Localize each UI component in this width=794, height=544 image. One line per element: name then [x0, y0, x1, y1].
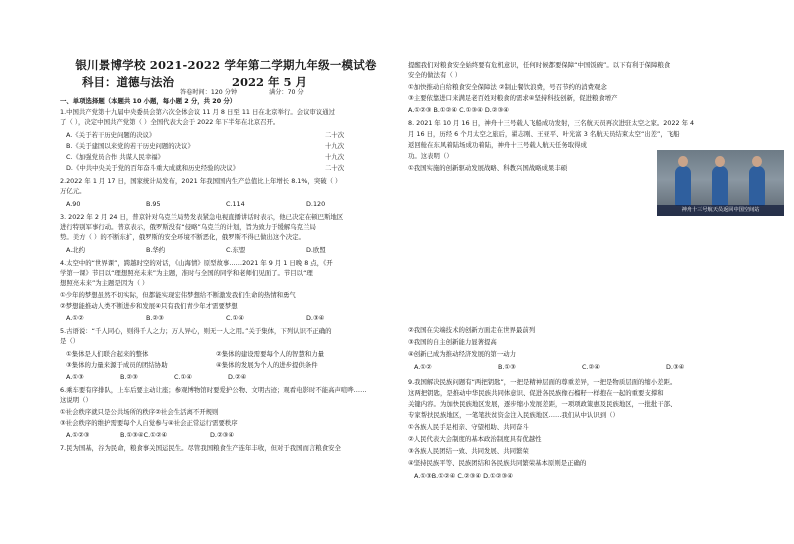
question-5-line-2: 是（）	[60, 337, 80, 345]
question-4-line-3: 想照亮未来”为主题是因为（ ）	[60, 279, 149, 287]
question-8-line-4: 功。这表明（）	[408, 152, 453, 160]
q1-option-c: C.《加强党员合作 共谋人民幸福》	[66, 153, 164, 161]
question-7-options: A.①②③ B.①②④ C.①③④ D.②③④	[408, 106, 509, 114]
q2-option-b: B.95	[146, 200, 161, 208]
q8-option-b: B.①③	[498, 363, 516, 371]
question-7-item-2: ③主要依靠进口来满足老百姓对粮食的需求④坚持科技创新，促进粮食增产	[408, 94, 618, 102]
q1-option-b-session: 十九次	[325, 142, 345, 150]
exam-meta	[180, 87, 334, 96]
q6-option-d: D.②③④	[210, 431, 235, 439]
photo-caption: 神舟十三号航天员返回中国空间站	[657, 205, 784, 216]
question-4-item-1: ①少年的梦想虽然不切实际，但都能实现宏伟梦想给不断激发我们生命的热情和勇气	[60, 291, 296, 299]
q3-option-b: B.华约	[146, 246, 166, 254]
question-9-item-4: ④坚持民族平等、民族团结和各民族共同繁荣基本原则是正确的	[408, 459, 587, 467]
q5-item-4: ④集体的发展为个人的进步提供条件	[216, 361, 318, 369]
question-3-line-3: 势。美方（ ）的不断东扩，俄罗斯的安全环境不断恶化，俄罗斯不得已做出这个决定。	[60, 233, 305, 241]
question-3-line-2: 进行特别军事行动。普京表示，俄罗斯没有“侵略”乌克兰的计划，旨为致力于缓解乌克兰局	[60, 223, 316, 231]
q2-option-d: D.120	[306, 200, 326, 208]
q1-option-d-session: 二十次	[325, 164, 345, 172]
section-heading: 一、单项选择题（本题共 10 小题，每小题 2 分，共 20 分）	[60, 97, 237, 105]
question-4-line-2: 学第一课》节目以“理想照亮未来”为主题，准时与全国的同学和老师们见面了。节目以“理	[60, 269, 313, 277]
exam-title: 银川景博学校 2021-2022 学年第二学期九年级一模试卷	[75, 58, 377, 72]
question-1-line-2: 了（ ），决定中国共产党第（ ）全国代表大会于 2022 年下半年在北京召开。	[60, 118, 280, 126]
right-column	[408, 0, 786, 544]
question-8-line-1: 8. 2021 年 10 月 16 日，神舟十三号载人飞船成功发射，三名航天员再次进驻太空之家。2022 年 4	[408, 119, 695, 127]
q3-option-d: D.欧盟	[306, 246, 326, 254]
q1-option-c-session: 十九次	[325, 153, 345, 161]
q3-option-c: C.东盟	[226, 246, 246, 254]
q6-option-bc: B.①③④C.①②④	[120, 431, 168, 439]
question-2-line-1: 2.2022 年 1 月 17 日，国家统计局发布，2021 年我国国内生产总值比上年增长 8.1%，突破（ ）	[60, 177, 342, 185]
subject-label: 科目：道德与法治	[82, 75, 174, 89]
q6-option-a: A.①②③	[66, 431, 90, 439]
question-9-line-1: 9.我国解决民族问题有“两把钥匙”，一把是精神层面的尊重差异，一把是物质层面的缩小差距。	[408, 378, 677, 386]
question-7-line-2: 提醒我们对粮食安全始终要有危机意识，任何时候都要保障“中国饭碗”。以下有利于保障粮食	[408, 61, 671, 69]
q5-item-3: ③集体的力量来源于成员的团结协助	[66, 361, 168, 369]
q4-option-b: B.②③	[146, 314, 164, 322]
question-9-item-2: ②人民代表大会制度的基本政治制度具有优越性	[408, 435, 542, 443]
question-8-item-4: ④创新已成为推动经济发展的第一动力	[408, 350, 516, 358]
q1-option-d: D.《中共中央关于党的百年奋斗重大成就和历史经验的决议》	[66, 164, 240, 172]
question-4-item-2: ②梦想能推动人类不断进步和发展④只有我们青少年才需要梦想	[60, 302, 238, 310]
q5-item-2: ②集体的建设需要每个人的智慧和力量	[216, 350, 324, 358]
question-9-item-1: ①各族人民手足相亲、守望相助、共同奋斗	[408, 423, 529, 431]
q1-option-a-session: 二十次	[325, 131, 345, 139]
question-4-line-1: 4.太空中的“世界课”，跨越时空的对话，《山海情》原型故事……2021 年 9 月 1 日晚 8 点，《开	[60, 259, 333, 267]
q5-option-d: D.②④	[228, 373, 247, 381]
question-7-line-1: 7.民为国基，谷为民命，粮食事关国运民生。尽管我国粮食生产连年丰收，但对于我国而言粮食安全	[60, 444, 341, 452]
q1-option-b: B.《关于建国以来党的若干历史问题的决议》	[66, 142, 194, 150]
question-8-line-3: 返回舱在东风着陆场成功着陆，神舟十三号载人航天任务取得成	[408, 141, 587, 149]
q5-option-b: B.②③	[120, 373, 138, 381]
astronaut-figure	[749, 166, 765, 206]
question-8-line-2: 月 16 日，历经 6 个月太空之旅后，翟志刚、王亚平、叶光富 3 名航天员结束太空“出差”，飞船	[408, 130, 680, 138]
q4-option-c: C.①④	[226, 314, 244, 322]
question-5-line-1: 5.古语说：“千人同心，则得千人之力；万人异心，则无一人之用。”关于集体，下列认识不正确的	[60, 327, 332, 335]
q1-option-a: A.《关于若干历史问题的决议》	[66, 131, 156, 139]
question-1-line-1: 1.中国共产党第十九届中央委员会第六次全体会议 11 月 8 日至 11 日在北京举行。会议审议通过	[60, 108, 336, 116]
question-8-item-3: ③我国的自主创新能力显著提高	[408, 338, 497, 346]
question-2-line-2: 万亿元。	[60, 187, 86, 195]
question-9-line-3: 关键内容。为加快民族地区发展，逐步缩小发展差距，一项项政策惠及民族地区，一批批干部、	[408, 400, 677, 408]
exam-time: 答卷时间：120 分钟	[180, 89, 238, 96]
q2-option-c: C.114	[226, 200, 245, 208]
astronaut-figure	[712, 166, 728, 206]
question-8-item-1: ①我国实施的创新驱动发展战略、科教兴国战略成果丰硕	[408, 164, 568, 172]
question-9-item-3: ③各族人民团结一致、共同发展、共同繁荣	[408, 447, 529, 455]
q5-item-1: ①集体是人们联合起来的整体	[66, 350, 149, 358]
question-6-item-2: ③社会秩序的维护需要每个人自觉参与④社会正常运行需要秩序	[60, 419, 238, 427]
q5-option-c: C.①④	[174, 373, 192, 381]
q2-option-a: A.90	[66, 200, 81, 208]
q4-option-a: A.①②	[66, 314, 84, 322]
q8-option-d: D.③④	[666, 363, 685, 371]
exam-date: 2022 年 5 月	[232, 75, 308, 89]
question-7-item-1: ①加快推动自给粮食安全保障法 ②制止餐饮浪费，号召节约的消费观念	[408, 83, 607, 91]
q8-option-a: A.①②	[414, 363, 432, 371]
question-9-line-2: 这两把钥匙，是推动中华民族共同体意识、促进各民族像石榴籽一样抱在一起的重要支撑和	[408, 389, 664, 397]
question-6-item-1: ①社会秩序就只是公共场所的秩序②社会生活离不开规则	[60, 408, 219, 416]
q3-option-a: A.北约	[66, 246, 86, 254]
q9-options: A.①③B.①②④ C.②③④ D.①②③④	[414, 472, 513, 480]
question-7-line-3: 安全的做法有（ ）	[408, 71, 462, 79]
astronaut-figure	[675, 166, 691, 206]
q8-option-c: C.②④	[582, 363, 600, 371]
q4-option-d: D.③④	[306, 314, 325, 322]
exam-score: 满分：70 分	[269, 89, 304, 96]
question-6-line-1: 6.乘车要有序排队，上车后要主动让座；参观博物馆时要爱护公物、文明古迹；观看电影时不能高声喧哗……	[60, 386, 367, 394]
left-column	[60, 0, 392, 544]
question-3-line-1: 3. 2022 年 2 月 24 日，普京针对乌克兰局势发表紧急电视直播讲话时表示，他已决定在顿巴斯地区	[60, 213, 344, 221]
question-6-line-2: 这说明（）	[60, 396, 92, 404]
astronauts-photo	[657, 150, 784, 216]
question-8-item-2: ②我国在尖端技术的创新方面走在世界最前列	[408, 326, 536, 334]
question-9-line-4: 专家帮扶民族地区，一笔笔扶贫资金注入民族地区……我们从中认识到（）	[408, 411, 619, 419]
q5-option-a: A.①③	[66, 373, 84, 381]
